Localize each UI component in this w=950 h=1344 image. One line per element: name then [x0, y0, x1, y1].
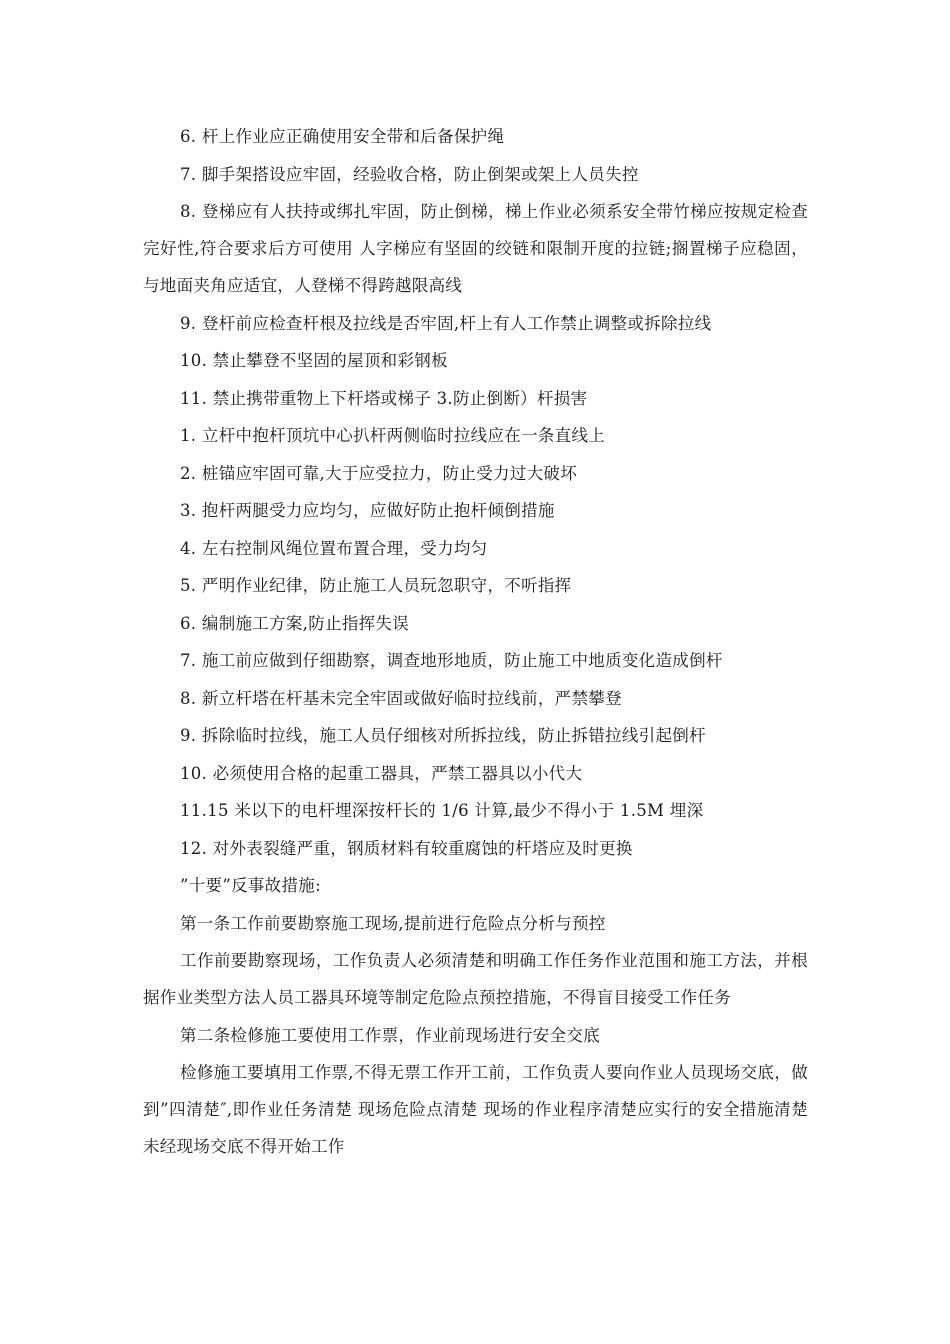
paragraph-work-ticket: 检修施工要填用工作票,不得无票工作开工前，工作负责人要向作业人员现场交底，做到”四清楚″,即作业任务清楚 现场危险点清楚 现场的作业程序清楚应实行的安全措施清楚未经现场交底不得开始工作	[143, 1063, 808, 1157]
text-line: 11.15 米以下的电杆埋深按杆长的 1/6 计算,最少不得小于 1.5M 埋深	[180, 801, 704, 821]
text-line: 7. 脚手架搭设应牢固，经验收合格，防止倒架或架上人员失控	[180, 164, 639, 184]
text-line: 10. 禁止攀登不坚固的屋顶和彩钢板	[180, 351, 448, 371]
document-body	[143, 118, 808, 1166]
text-line: 12. 对外表裂缝严重，钢质材料有较重腐蚀的杆塔应及时更换	[180, 838, 633, 858]
text-line: 9. 拆除临时拉线，施工人员仔细核对所拆拉线，防止拆错拉线引起倒杆	[180, 726, 706, 746]
paragraph-survey: 工作前要勘察现场，工作负责人必须清楚和明确工作任务作业范围和施工方法，并根据作业类型方法人员工器具环境等制定危险点预控措施，不得盲目接受工作任务	[143, 951, 808, 1008]
section-heading: ”十要”反事故措施:	[180, 876, 321, 896]
text-line: 6. 杆上作业应正确使用安全带和后备保护绳	[180, 127, 505, 146]
text-line: 7. 施工前应做到仔细勘察，调查地形地质，防止施工中地质变化造成倒杆	[180, 651, 723, 671]
paragraph-ladder: 8. 登梯应有人扶持或绑扎牢固，防止倒梯，梯上作业必须系安全带竹梯应按规定检查完好性,符合要求后方可使用 人字梯应有坚固的绞链和限制开度的拉链;搁置梯子应稳固，与地面夹角应适宜，人登梯不得跨越限高线	[143, 202, 808, 296]
text-line: 11. 禁止携带重物上下杆塔或梯子 3.防止倒断）杆损害	[180, 388, 588, 408]
article-heading: 第一条工作前要勘察施工现场,提前进行危险点分析与预控	[180, 913, 606, 933]
text-line: 9. 登杆前应检查杆根及拉线是否牢固,杆上有人工作禁止调整或拆除拉线	[180, 313, 712, 333]
text-line: 1. 立杆中抱杆顶坑中心扒杆两侧临时拉线应在一条直线上	[180, 426, 606, 446]
text-line: 2. 桩锚应牢固可靠,大于应受拉力，防止受力过大破坏	[180, 463, 578, 483]
text-line: 6. 编制施工方案,防止指挥失误	[180, 613, 410, 633]
text-line: 4. 左右控制风绳位置布置合理，受力均匀	[180, 538, 488, 558]
article-heading: 第二条检修施工要使用工作票，作业前现场进行安全交底	[180, 1025, 600, 1045]
text-line: 5. 严明作业纪律，防止施工人员玩忽职守，不听指挥	[180, 576, 572, 596]
text-line: 3. 抱杆两腿受力应均匀，应做好防止抱杆倾倒措施	[180, 501, 555, 521]
text-line: 8. 新立杆塔在杆基未完全牢固或做好临时拉线前，严禁攀登	[180, 688, 622, 708]
text-line: 10. 必须使用合格的起重工器具，严禁工器具以小代大	[180, 763, 583, 783]
